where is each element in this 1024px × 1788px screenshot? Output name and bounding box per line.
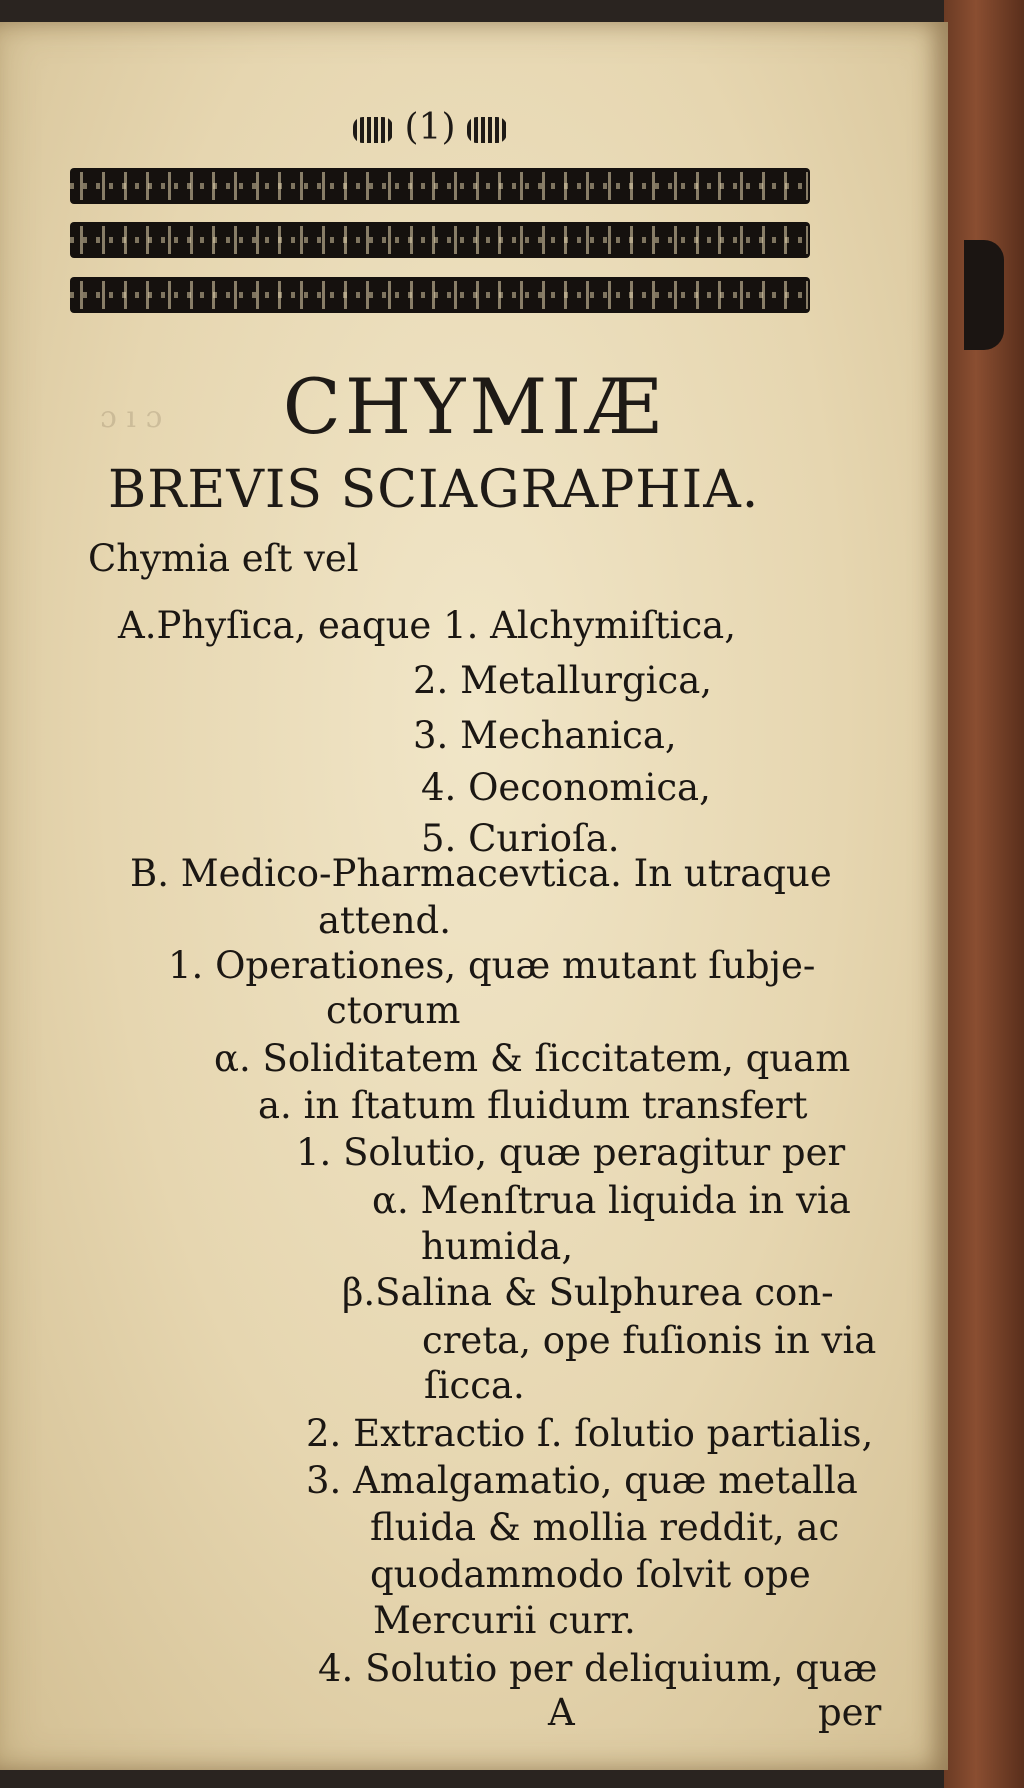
bleed-through: ɔ ı ɔ: [100, 400, 163, 435]
text-line: A.Phyſica, eaque 1. Alchymiſtica,: [118, 604, 736, 647]
text-line: α. Soliditatem & ſiccitatem, quam: [214, 1037, 851, 1080]
text-line: fluida & mollia reddit, ac: [370, 1506, 840, 1549]
text-line: creta, ope fuſionis in via: [422, 1319, 877, 1362]
text-line: B. Medico-Pharmacevtica. In utraque: [130, 852, 832, 895]
book-page: [0, 22, 948, 1770]
text-line: 3. Mechanica,: [413, 714, 677, 757]
ornament-right-icon: [467, 117, 507, 143]
catchword: per: [818, 1691, 882, 1734]
ornamental-band-icon: [70, 168, 810, 204]
text-line: Mercurii curr.: [373, 1599, 636, 1642]
text-line: 2. Metallurgica,: [413, 659, 713, 702]
ornament-left-icon: [353, 117, 393, 143]
title-line-2: BREVIS SCIAGRAPHIA.: [108, 460, 760, 520]
ornamental-band-icon: [70, 222, 810, 258]
text-line: humida,: [421, 1225, 574, 1268]
text-line: quodammodo ſolvit ope: [370, 1553, 811, 1596]
text-line: attend.: [318, 899, 451, 942]
text-line: 4. Solutio per deliquium, quæ: [318, 1647, 878, 1690]
text-line: ſicca.: [424, 1364, 525, 1407]
signature-mark: A: [548, 1691, 575, 1734]
text-line: a. in ſtatum fluidum transfert: [258, 1084, 808, 1127]
text-line: 3. Amalgamatio, quæ metalla: [306, 1459, 858, 1502]
text-line: 5. Curioſa.: [421, 817, 620, 860]
page-number: (1): [404, 107, 456, 148]
book-clip: [964, 240, 1004, 350]
text-line: 1. Operationes, quæ mutant ſubje-: [168, 944, 816, 987]
text-line: 2. Extractio ſ. ſolutio partialis,: [306, 1412, 874, 1455]
text-line: 4. Oeconomica,: [421, 766, 711, 809]
text-line: Chymia eſt vel: [88, 537, 359, 580]
text-line: α. Menſtrua liquida in via: [372, 1179, 851, 1222]
title-line-1: CHYMIÆ: [282, 362, 666, 451]
text-line: ctorum: [326, 989, 461, 1032]
page-header: [300, 107, 560, 148]
text-line: β.Salina & Sulphurea con-: [342, 1271, 834, 1314]
ornamental-band-icon: [70, 277, 810, 313]
text-line: 1. Solutio, quæ peragitur per: [296, 1131, 846, 1174]
